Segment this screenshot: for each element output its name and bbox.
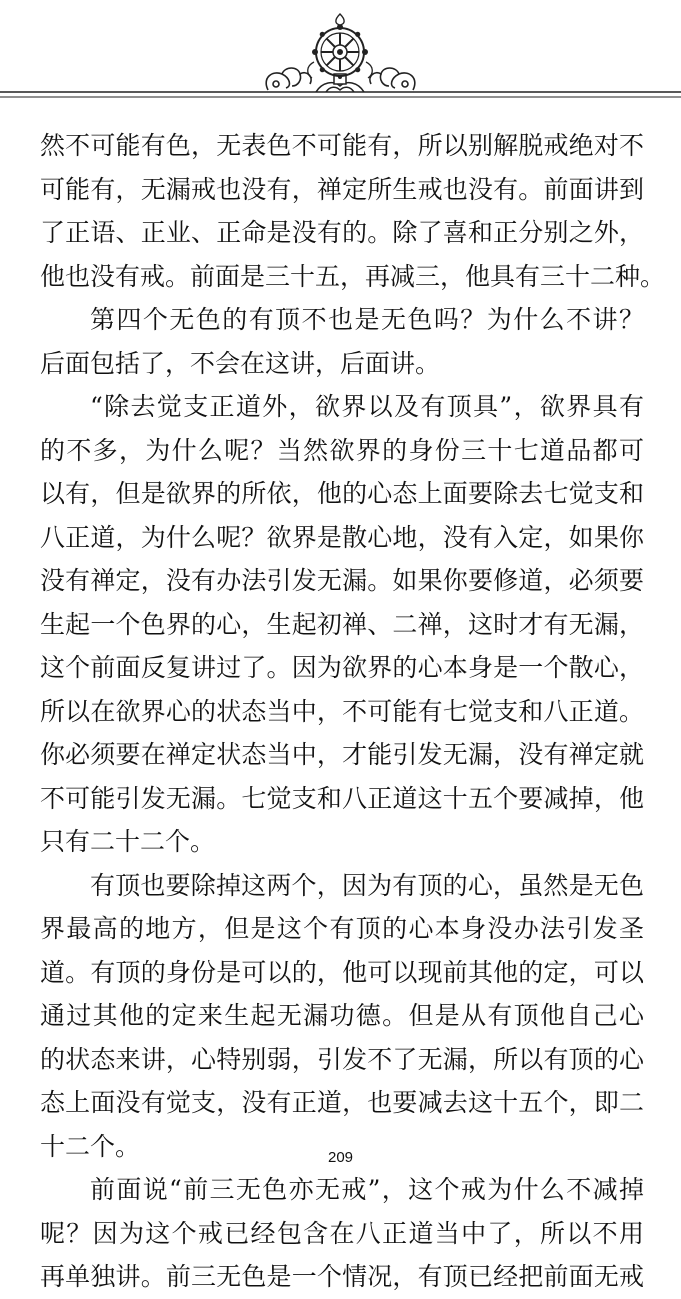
text-line: 这个前面反复讲过了。因为欲界的心本身是一个散心， xyxy=(40,653,644,682)
page-number: 209 xyxy=(327,1149,354,1166)
text-line: 了正语、正业、正命是没有的。除了喜和正分别之外， xyxy=(40,218,644,247)
text-line: 道。有顶的身份是可以的，他可以现前其他的定，可以 xyxy=(40,957,644,987)
text-line: 第四个无色的有顶不也是无色吗？为什么不讲？ xyxy=(90,305,644,334)
text-line: 通过其他的定来生起无漏功德。但是从有顶他自己心 xyxy=(40,1001,644,1030)
text-line: 你必须要在禅定状态当中，才能引发无漏，没有禅定就 xyxy=(40,740,644,769)
text-line: 态上面没有觉支，没有正道，也要减去这十五个，即二 xyxy=(40,1088,644,1117)
text-line: 界最高的地方，但是这个有顶的心本身没办法引发圣 xyxy=(40,914,644,943)
body-text xyxy=(40,124,666,1299)
dharma-wheel-icon xyxy=(0,0,681,110)
text-line: 以有，但是欲界的所依，他的心态上面要除去七觉支和 xyxy=(40,479,644,508)
text-line: 不可能引发无漏。七觉支和八正道这十五个要减掉，他 xyxy=(40,783,644,813)
text-line: 他也没有戒。前面是三十五，再减三，他具有三十二种。 xyxy=(40,261,666,291)
text-line: 的状态来讲，心特别弱，引发不了无漏，所以有顶的心 xyxy=(40,1044,644,1074)
text-line: 所以在欲界心的状态当中，不可能有七觉支和八正道。 xyxy=(40,696,644,726)
text-line: 再单独讲。前三无色是一个情况，有顶已经把前面无戒 xyxy=(40,1262,644,1291)
text-line: 十二个。 xyxy=(40,1131,141,1161)
text-line: 前面说“前三无色亦无戒”，这个戒为什么不减掉 xyxy=(90,1175,644,1204)
text-line: 后面包括了，不会在这讲，后面讲。 xyxy=(40,348,441,378)
text-line: 呢？因为这个戒已经包含在八正道当中了，所以不用 xyxy=(40,1218,644,1248)
page-header-ornament xyxy=(0,0,681,110)
text-line: 有顶也要除掉这两个，因为有顶的心，虽然是无色 xyxy=(90,870,644,900)
text-line: 只有二十二个。 xyxy=(40,827,216,856)
text-line: 可能有，无漏戒也没有，禅定所生戒也没有。前面讲到 xyxy=(40,174,644,204)
text-line: 然不可能有色，无表色不可能有，所以别解脱戒绝对不 xyxy=(40,131,644,160)
text-line: 的不多，为什么呢？当然欲界的身份三十七道品都可 xyxy=(40,435,644,465)
text-line: 没有禅定，没有办法引发无漏。如果你要修道，必须要 xyxy=(40,566,644,595)
text-line: 八正道，为什么呢？欲界是散心地，没有入定，如果你 xyxy=(40,522,644,552)
text-line: 生起一个色界的心，生起初禅、二禅，这时才有无漏， xyxy=(40,609,644,639)
text-line: “除去觉支正道外，欲界以及有顶具”，欲界具有 xyxy=(90,392,644,421)
